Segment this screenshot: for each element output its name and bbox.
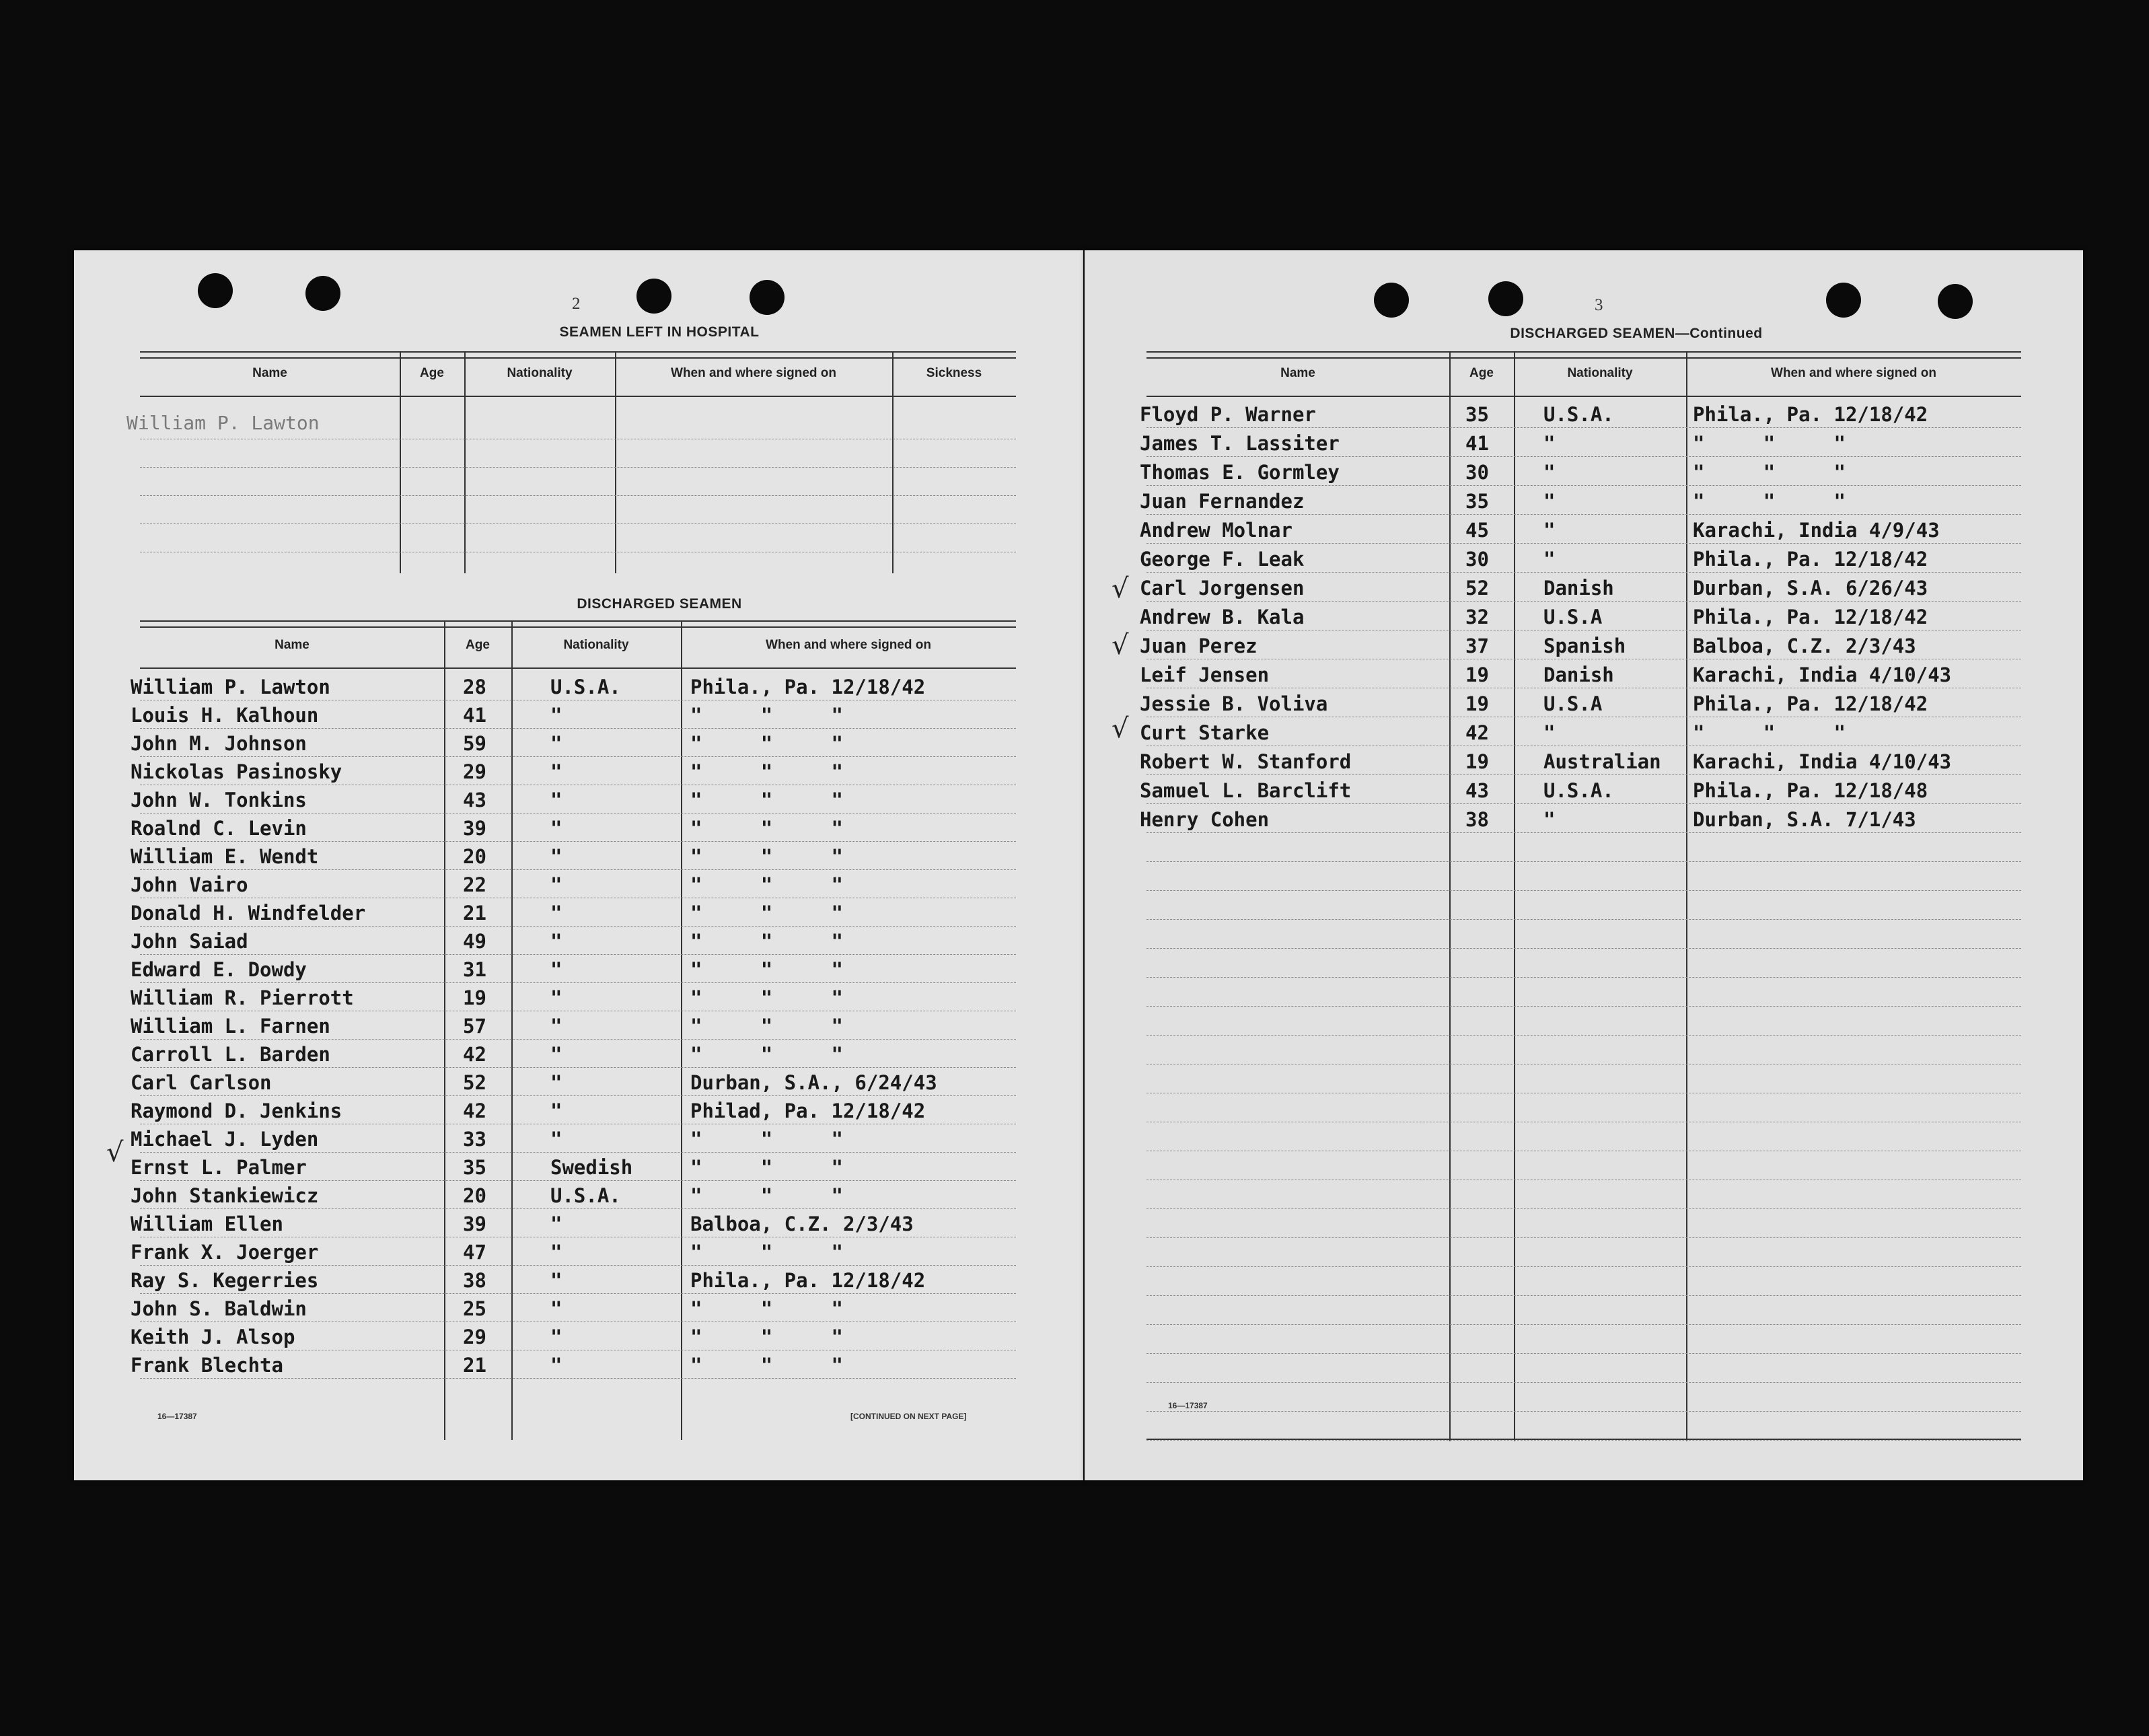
cell-signed-on: " " ": [1693, 432, 1846, 455]
table-row: [1146, 1266, 2021, 1296]
cell-age: 37: [1465, 635, 1489, 657]
header-name: Name: [1280, 366, 1315, 380]
check-mark: √: [1112, 630, 1129, 661]
table-row: [131, 1011, 1016, 1040]
cell-age: 19: [463, 986, 486, 1009]
cell-name: James T. Lassiter: [1140, 432, 1340, 455]
table-row: [1140, 659, 2021, 688]
punch-hole: [750, 280, 785, 315]
table-row: [131, 1152, 1016, 1181]
cell-nationality: ": [1543, 548, 1556, 571]
cell-age: 43: [463, 789, 486, 811]
cell-age: 30: [1465, 548, 1489, 571]
cell-signed-on: " " ": [690, 789, 843, 811]
cell-age: 39: [463, 817, 486, 840]
cell-signed-on: Balboa, C.Z. 2/3/43: [1693, 635, 1916, 657]
cell-name: John Stankiewicz: [131, 1184, 319, 1207]
header-nationality: Nationality: [1567, 366, 1633, 380]
cell-age: 52: [463, 1071, 486, 1094]
hospital-table: [126, 351, 1016, 573]
table-row: [1146, 1180, 2021, 1209]
cell-name: Leif Jensen: [1140, 663, 1270, 686]
cell-nationality: ": [550, 845, 562, 868]
cell-nationality: ": [550, 958, 562, 981]
table-row: [131, 1237, 1016, 1266]
cell-name: Edward E. Dowdy: [131, 958, 307, 981]
table-row: [131, 1265, 1016, 1294]
cell-nationality: ": [550, 704, 562, 727]
cell-name: Juan Perez: [1140, 635, 1258, 657]
table-row: [131, 1095, 1016, 1124]
cell-name: Ray S. Kegerries: [131, 1269, 319, 1292]
cell-age: 41: [463, 704, 486, 727]
cell-nationality: U.S.A: [1543, 606, 1603, 628]
cell-nationality: ": [550, 986, 562, 1009]
cell-nationality: ": [550, 1099, 562, 1122]
cell-age: 29: [463, 760, 486, 783]
table-row: [1140, 543, 2021, 573]
cell-name: William Ellen: [131, 1213, 283, 1235]
cell-name: Jessie B. Voliva: [1140, 692, 1328, 715]
table-row: [1146, 861, 2021, 891]
cell-signed-on: " " ": [690, 817, 843, 840]
table-row: [1146, 919, 2021, 949]
cell-signed-on: " " ": [690, 1326, 843, 1348]
cell-name: Michael J. Lyden: [131, 1128, 319, 1151]
cell-name: Thomas E. Gormley: [1140, 461, 1340, 484]
table-row: [131, 1208, 1016, 1237]
cell-signed-on: " " ": [690, 732, 843, 755]
header-signed-on: When and where signed on: [766, 638, 931, 652]
cell-signed-on: " " ": [690, 1354, 843, 1377]
cell-signed-on: Phila., Pa. 12/18/42: [1693, 548, 1928, 571]
cell-name: Juan Fernandez: [1140, 490, 1305, 513]
cell-signed-on: Karachi, India 4/9/43: [1693, 519, 1940, 542]
cell-age: 42: [1465, 721, 1489, 744]
cell-signed-on: Phila., Pa. 12/18/42: [1693, 606, 1928, 628]
punch-hole: [1938, 284, 1973, 319]
cell-name: Samuel L. Barclift: [1140, 779, 1352, 802]
table-row: [131, 1067, 1016, 1096]
cell-age: 45: [1465, 519, 1489, 542]
cell-name: Roalnd C. Levin: [131, 817, 307, 840]
table-row: [131, 1293, 1016, 1322]
cell-age: 39: [463, 1213, 486, 1235]
table-row: [131, 1180, 1016, 1209]
hospital-section-title: SEAMEN LEFT IN HOSPITAL: [559, 324, 760, 340]
table-row: [1140, 746, 2021, 775]
cell-age: 19: [1465, 663, 1489, 686]
cell-nationality: ": [1543, 519, 1556, 542]
table-row: [1140, 427, 2021, 457]
cell-name: Frank Blechta: [131, 1354, 283, 1377]
cell-age: 21: [463, 1354, 486, 1377]
cell-signed-on: Philad, Pa. 12/18/42: [690, 1099, 926, 1122]
cell-nationality: ": [550, 902, 562, 925]
table-row: [131, 1322, 1016, 1350]
cell-signed-on: Phila., Pa. 12/18/42: [690, 1269, 926, 1292]
table-row: [1146, 977, 2021, 1007]
cell-name: John S. Baldwin: [131, 1297, 307, 1320]
table-row: [131, 869, 1016, 898]
cell-name: Andrew B. Kala: [1140, 606, 1305, 628]
cell-name: Henry Cohen: [1140, 808, 1270, 831]
cell-age: 30: [1465, 461, 1489, 484]
table-row: [1146, 1093, 2021, 1122]
cell-signed-on: Durban, S.A., 6/24/43: [690, 1071, 937, 1094]
cell-signed-on: Durban, S.A. 6/26/43: [1693, 577, 1928, 600]
cell-signed-on: " " ": [690, 930, 843, 953]
cell-signed-on: " " ": [690, 1043, 843, 1066]
cell-signed-on: " " ": [690, 986, 843, 1009]
discharged-section-title: DISCHARGED SEAMEN: [577, 596, 742, 612]
cell-age: 47: [463, 1241, 486, 1264]
cell-signed-on: " " ": [690, 1156, 843, 1179]
cell-age: 57: [463, 1015, 486, 1038]
cell-age: 25: [463, 1297, 486, 1320]
punch-hole: [305, 276, 340, 311]
table-row: [131, 1124, 1016, 1153]
table-row: [131, 1039, 1016, 1068]
page-number: 2: [572, 295, 581, 313]
punch-hole: [1488, 281, 1523, 316]
cell-age: 41: [1465, 432, 1489, 455]
punch-hole: [198, 273, 233, 308]
cell-nationality: U.S.A.: [1543, 779, 1614, 802]
cell-age: 29: [463, 1326, 486, 1348]
cell-nationality: ": [550, 1269, 562, 1292]
table-row: [1140, 456, 2021, 486]
cell-nationality: ": [550, 789, 562, 811]
table-row: [131, 898, 1016, 927]
hospital-entry-name: William P. Lawton: [126, 412, 320, 434]
cell-age: 21: [463, 902, 486, 925]
cell-name: George F. Leak: [1140, 548, 1305, 571]
cell-name: Frank X. Joerger: [131, 1241, 319, 1264]
table-row: [131, 926, 1016, 955]
cell-signed-on: " " ": [690, 1015, 843, 1038]
table-row: [1146, 1151, 2021, 1180]
cell-signed-on: " " ": [690, 1128, 843, 1151]
cell-age: 43: [1465, 779, 1489, 802]
cell-nationality: ": [550, 732, 562, 755]
table-row: [1140, 774, 2021, 804]
table-row: [1140, 688, 2021, 717]
cell-signed-on: " " ": [690, 902, 843, 925]
cell-age: 42: [463, 1099, 486, 1122]
cell-signed-on: " " ": [690, 845, 843, 868]
discharged-continued-title: DISCHARGED SEAMEN—Continued: [1510, 326, 1763, 341]
cell-signed-on: " " ": [1693, 461, 1846, 484]
cell-name: Curt Starke: [1140, 721, 1270, 744]
cell-nationality: ": [550, 760, 562, 783]
cell-signed-on: Durban, S.A. 7/1/43: [1693, 808, 1916, 831]
table-row: [1146, 948, 2021, 978]
punch-hole: [636, 279, 671, 314]
table-row: [131, 785, 1016, 813]
cell-name: Andrew Molnar: [1140, 519, 1292, 542]
cell-nationality: Swedish: [550, 1156, 633, 1179]
cell-age: 59: [463, 732, 486, 755]
continued-note: [CONTINUED ON NEXT PAGE]: [850, 1412, 967, 1421]
header-signed-on: When and where signed on: [1771, 366, 1936, 380]
cell-signed-on: Balboa, C.Z. 2/3/43: [690, 1213, 914, 1235]
table-row: [1146, 1006, 2021, 1036]
cell-name: Floyd P. Warner: [1140, 403, 1316, 426]
cell-nationality: ": [550, 1354, 562, 1377]
cell-age: 49: [463, 930, 486, 953]
cell-nationality: ": [1543, 808, 1556, 831]
punch-hole: [1826, 283, 1861, 318]
cell-age: 22: [463, 873, 486, 896]
check-mark: √: [1112, 713, 1129, 744]
header-age: Age: [1469, 366, 1494, 380]
header-sickness: Sickness: [926, 366, 982, 380]
cell-signed-on: " " ": [690, 958, 843, 981]
cell-age: 31: [463, 958, 486, 981]
cell-age: 33: [463, 1128, 486, 1151]
cell-signed-on: Phila., Pa. 12/18/42: [1693, 692, 1928, 715]
cell-age: 52: [1465, 577, 1489, 600]
table-row: [1146, 1208, 2021, 1238]
page-number: 3: [1595, 296, 1603, 314]
cell-nationality: ": [1543, 721, 1556, 744]
cell-nationality: U.S.A.: [550, 676, 621, 698]
cell-nationality: ": [550, 1297, 562, 1320]
cell-signed-on: Karachi, India 4/10/43: [1693, 750, 1952, 773]
cell-signed-on: Phila., Pa. 12/18/48: [1693, 779, 1928, 802]
table-row: [1146, 1295, 2021, 1325]
cell-nationality: Australian: [1543, 750, 1661, 773]
cell-signed-on: " " ": [690, 873, 843, 896]
cell-nationality: ": [1543, 490, 1556, 513]
table-row: [131, 756, 1016, 785]
cell-name: William L. Farnen: [131, 1015, 330, 1038]
table-row: [1146, 1122, 2021, 1151]
table-row: [1146, 890, 2021, 920]
cell-nationality: ": [550, 817, 562, 840]
cell-name: Carroll L. Barden: [131, 1043, 330, 1066]
table-row: [131, 1350, 1016, 1379]
table-row: [1140, 572, 2021, 602]
cell-age: 38: [463, 1269, 486, 1292]
table-row: [131, 813, 1016, 842]
cell-name: Carl Jorgensen: [1140, 577, 1305, 600]
header-name: Name: [252, 366, 287, 380]
cell-signed-on: " " ": [690, 1297, 843, 1320]
cell-age: 28: [463, 676, 486, 698]
header-nationality: Nationality: [507, 366, 573, 380]
table-row: [1140, 514, 2021, 544]
table-row: [1140, 803, 2021, 833]
table-row: [1146, 1324, 2021, 1354]
cell-name: John W. Tonkins: [131, 789, 307, 811]
cell-signed-on: " " ": [690, 704, 843, 727]
table-row: [1146, 1382, 2021, 1412]
table-row: [131, 728, 1016, 757]
cell-signed-on: " " ": [1693, 490, 1846, 513]
cell-age: 42: [463, 1043, 486, 1066]
cell-nationality: ": [550, 1043, 562, 1066]
table-row: [1146, 1064, 2021, 1093]
header-nationality: Nationality: [563, 638, 629, 652]
cell-nationality: U.S.A.: [1543, 403, 1614, 426]
cell-age: 20: [463, 1184, 486, 1207]
cell-name: William E. Wendt: [131, 845, 319, 868]
form-number: 16—17387: [1168, 1401, 1208, 1410]
cell-signed-on: " " ": [690, 1241, 843, 1264]
table-row: [1146, 1411, 2021, 1441]
cell-nationality: ": [550, 1071, 562, 1094]
table-row: [131, 954, 1016, 983]
discharged-table: [131, 620, 1016, 1440]
table-row: [1146, 1035, 2021, 1064]
cell-age: 38: [1465, 808, 1489, 831]
cell-name: Nickolas Pasinosky: [131, 760, 342, 783]
cell-age: 19: [1465, 692, 1489, 715]
right-page: [1085, 250, 2083, 1480]
cell-signed-on: Phila., Pa. 12/18/42: [690, 676, 926, 698]
form-number: 16—17387: [157, 1412, 197, 1421]
cell-name: John M. Johnson: [131, 732, 307, 755]
cell-nationality: U.S.A: [1543, 692, 1603, 715]
table-row: [1146, 832, 2021, 862]
cell-age: 20: [463, 845, 486, 868]
cell-nationality: ": [1543, 461, 1556, 484]
cell-nationality: Spanish: [1543, 635, 1626, 657]
cell-signed-on: " " ": [690, 760, 843, 783]
header-name: Name: [275, 638, 309, 652]
cell-nationality: Danish: [1543, 577, 1614, 600]
check-mark: √: [1112, 573, 1129, 604]
table-row: [131, 672, 1016, 700]
cell-name: Robert W. Stanford: [1140, 750, 1352, 773]
discharged-continued-table: [1140, 351, 2021, 1441]
cell-name: Louis H. Kalhoun: [131, 704, 319, 727]
cell-name: William P. Lawton: [131, 676, 330, 698]
cell-nationality: U.S.A.: [550, 1184, 621, 1207]
header-age: Age: [420, 366, 444, 380]
cell-signed-on: Karachi, India 4/10/43: [1693, 663, 1952, 686]
cell-signed-on: " " ": [1693, 721, 1846, 744]
cell-age: 19: [1465, 750, 1489, 773]
table-row: [1140, 398, 2021, 428]
cell-age: 35: [1465, 490, 1489, 513]
cell-nationality: ": [550, 1241, 562, 1264]
cell-age: 35: [463, 1156, 486, 1179]
table-row: [1140, 717, 2021, 746]
table-row: [1140, 630, 2021, 659]
header-age: Age: [466, 638, 490, 652]
cell-nationality: ": [550, 1128, 562, 1151]
cell-name: Donald H. Windfelder: [131, 902, 366, 925]
table-row: [1140, 601, 2021, 630]
cell-age: 35: [1465, 403, 1489, 426]
cell-nationality: Danish: [1543, 663, 1614, 686]
cell-age: 32: [1465, 606, 1489, 628]
cell-name: John Vairo: [131, 873, 248, 896]
table-row: [1140, 485, 2021, 515]
cell-name: John Saiad: [131, 930, 248, 953]
punch-hole: [1374, 283, 1409, 318]
cell-nationality: ": [550, 1015, 562, 1038]
cell-signed-on: " " ": [690, 1184, 843, 1207]
cell-name: Raymond D. Jenkins: [131, 1099, 342, 1122]
cell-nationality: ": [1543, 432, 1556, 455]
table-row: [1146, 1353, 2021, 1383]
cell-name: Keith J. Alsop: [131, 1326, 295, 1348]
cell-nationality: ": [550, 873, 562, 896]
cell-name: Carl Carlson: [131, 1071, 272, 1094]
table-row: [1146, 1237, 2021, 1267]
cell-name: Ernst L. Palmer: [131, 1156, 307, 1179]
left-page: [74, 250, 1083, 1480]
cell-nationality: ": [550, 930, 562, 953]
cell-signed-on: Phila., Pa. 12/18/42: [1693, 403, 1928, 426]
cell-nationality: ": [550, 1213, 562, 1235]
check-mark: √: [106, 1137, 124, 1168]
cell-name: William R. Pierrott: [131, 986, 354, 1009]
cell-nationality: ": [550, 1326, 562, 1348]
table-row: [131, 700, 1016, 729]
table-row: [131, 841, 1016, 870]
header-signed-on: When and where signed on: [671, 366, 836, 380]
table-row: [131, 982, 1016, 1011]
